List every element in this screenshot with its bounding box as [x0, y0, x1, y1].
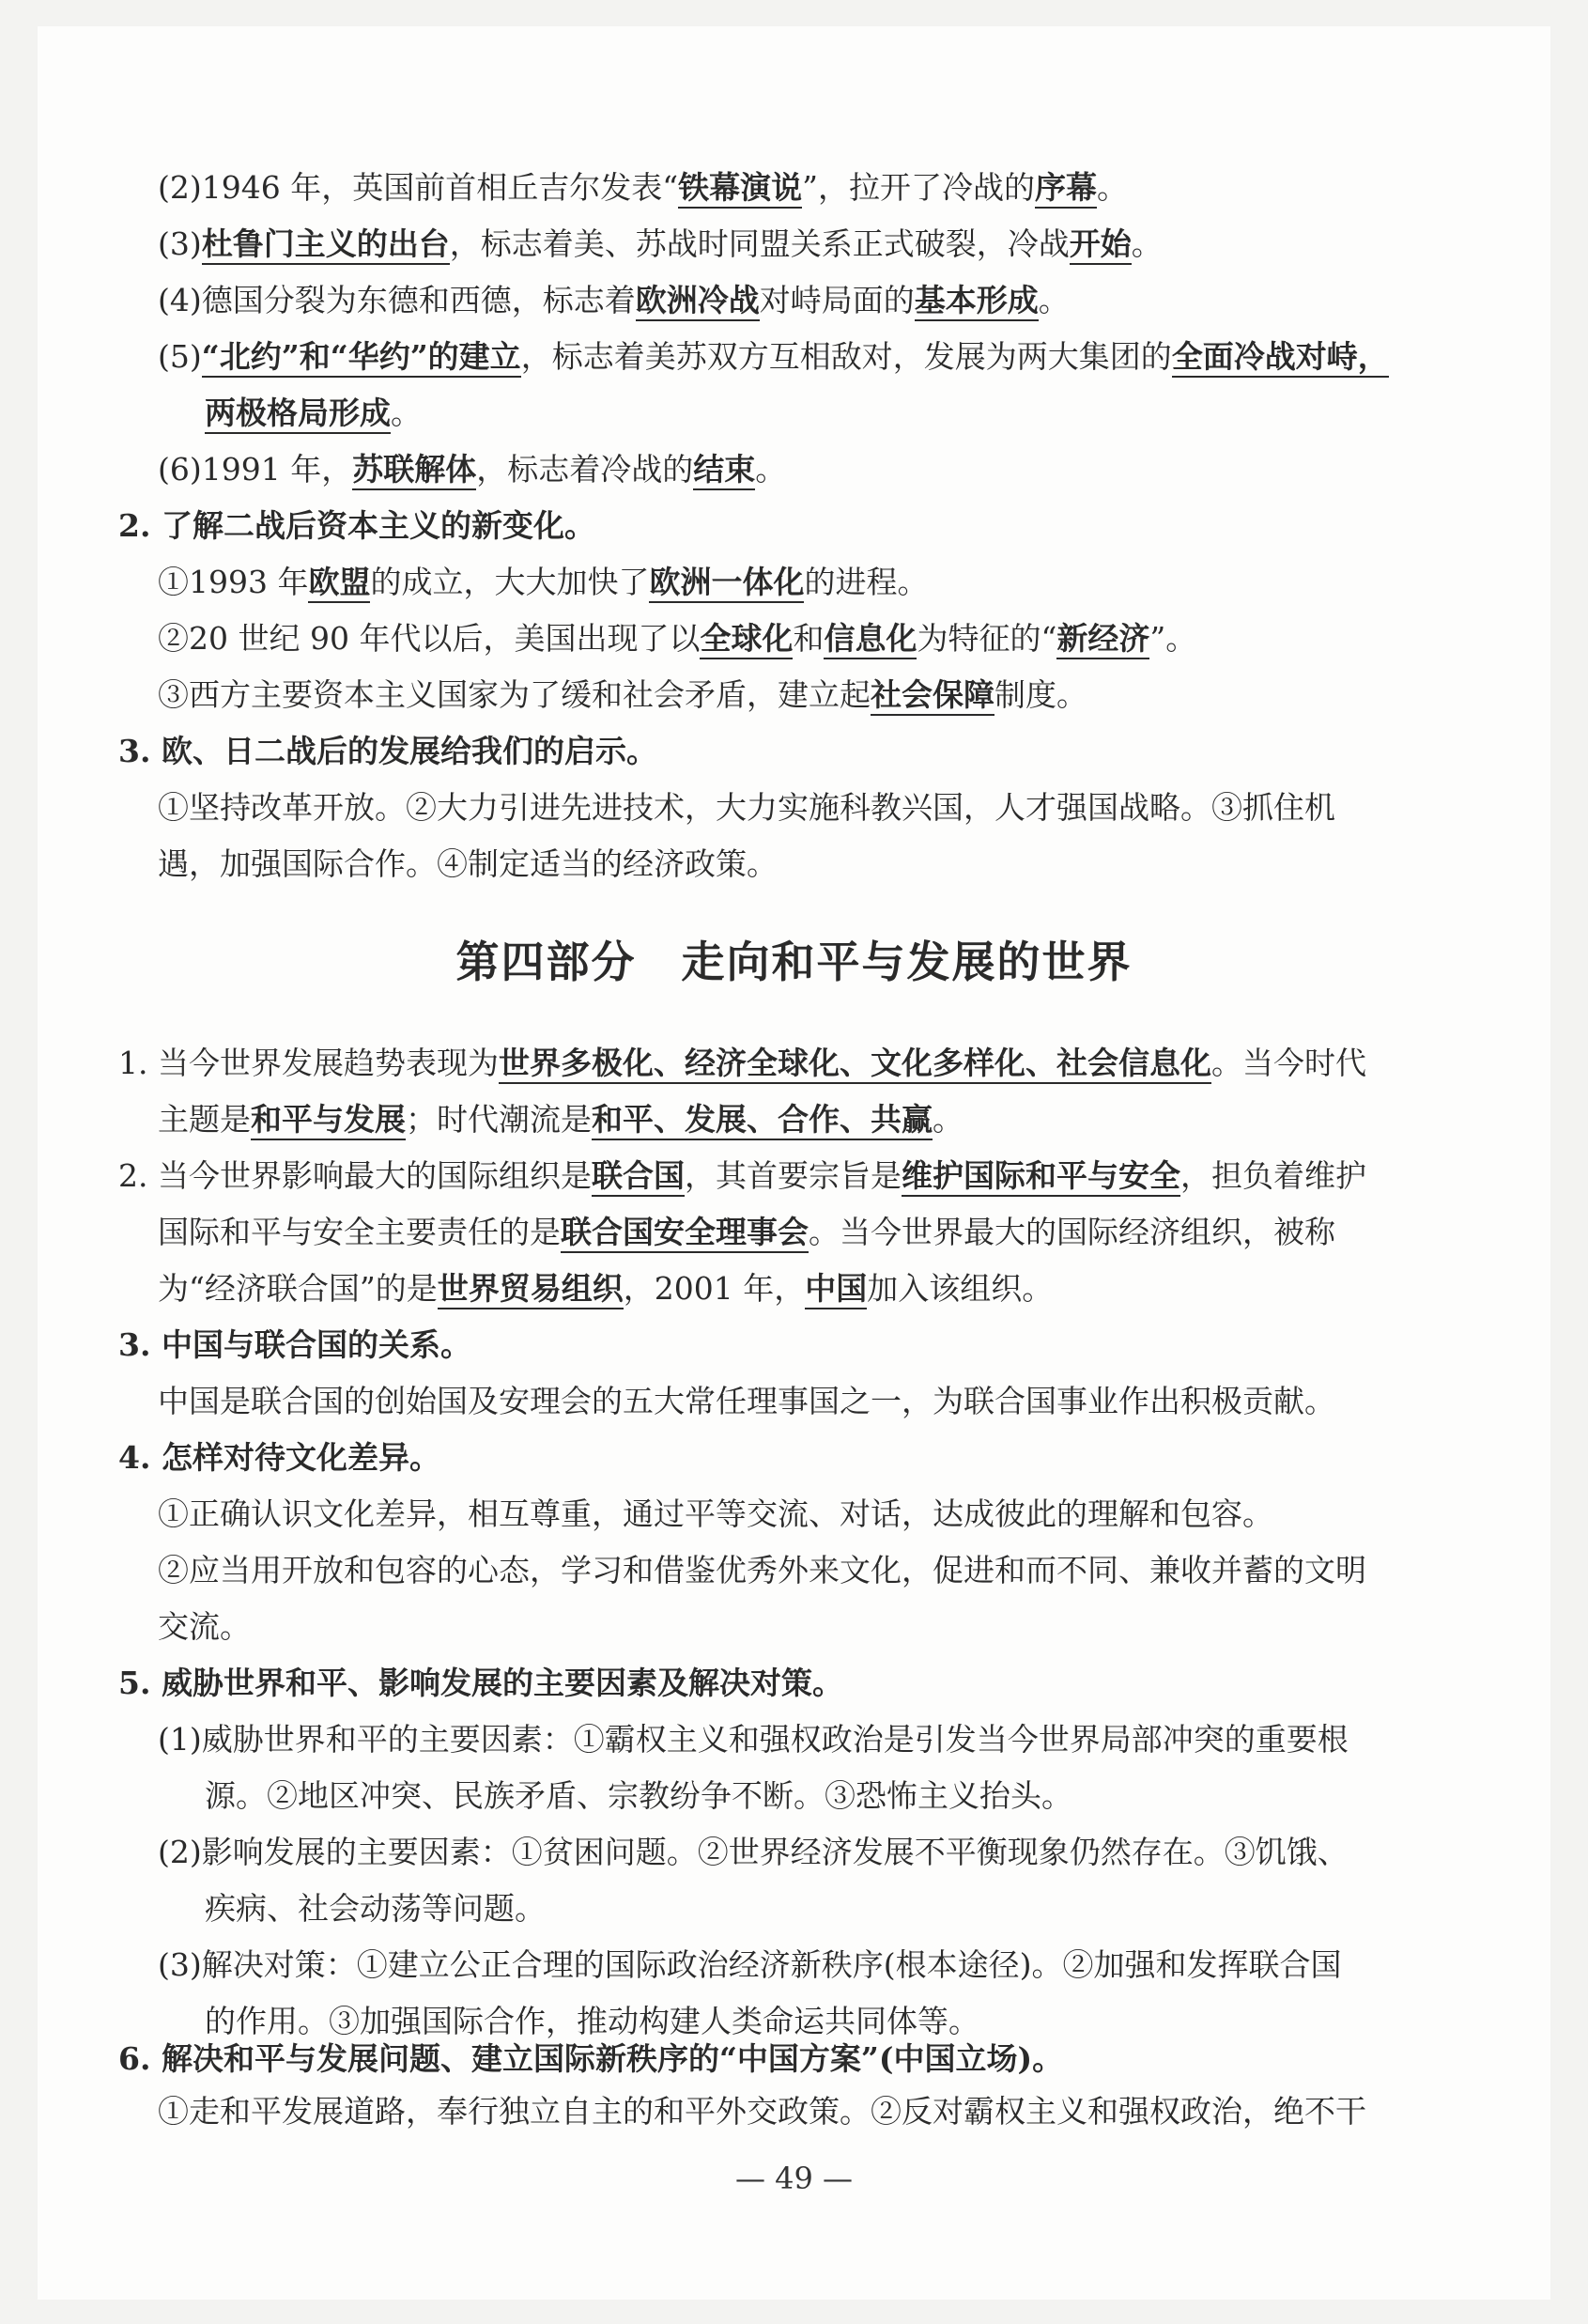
- text-run: (6)1991 年，: [158, 451, 353, 488]
- text-run: 。: [1038, 282, 1070, 318]
- text-line: [158, 1212, 1335, 1253]
- text-run: ②20 世纪 90 年代以后，美国出现了以: [158, 620, 701, 657]
- text-run: (1)威胁世界和平的主要因素：①霸权主义和强权政治是引发当今世界局部冲突的重要根: [158, 1721, 1349, 1758]
- question-heading: 4. 怎样对待文化差异。: [118, 1439, 440, 1476]
- text-run: ，标志着美、苏战时同盟关系正式破裂，冷战: [449, 225, 1070, 262]
- underlined-keyword: 信息化: [824, 620, 917, 659]
- text-run: 。: [933, 1101, 964, 1138]
- text-run: 。: [755, 451, 787, 488]
- text-run: (2)1946 年，英国前首相丘吉尔发表“: [158, 169, 679, 206]
- text-line: [118, 731, 657, 772]
- underlined-keyword: 联合国: [592, 1157, 685, 1197]
- underlined-keyword: 联合国安全理事会: [561, 1214, 809, 1253]
- text-run: 源。②地区冲突、民族矛盾、宗教纷争不断。③恐怖主义抬头。: [205, 1777, 1072, 1814]
- text-run: ②应当用开放和包容的心态，学习和借鉴优秀外来文化，促进和而不同、兼收并蓄的文明: [158, 1552, 1366, 1588]
- text-line: [158, 1719, 1349, 1760]
- underlined-keyword: 结束: [693, 451, 755, 490]
- text-line: [158, 1832, 1349, 1873]
- text-line: [158, 449, 786, 490]
- text-run: 。: [391, 395, 422, 431]
- underlined-keyword: 两极格局形成: [205, 395, 391, 434]
- underlined-keyword: 欧洲冷战: [636, 282, 760, 321]
- text-line: [158, 336, 1389, 378]
- text-run: 的进程。: [804, 564, 929, 600]
- text-run: (3)解决对策：①建立公正合理的国际政治经济新秩序(根本途径)。②加强和发挥联合国: [158, 1946, 1342, 1983]
- text-run: 对峙局面的: [759, 282, 915, 318]
- text-run: (2)影响发展的主要因素：①贫困问题。②世界经济发展不平衡现象仍然存在。③饥饿、: [158, 1834, 1349, 1870]
- text-line: [118, 1325, 471, 1366]
- text-line: [158, 844, 778, 885]
- underlined-keyword: 全面冷战对峙，: [1172, 338, 1389, 378]
- text-run: ，担负着维护: [1179, 1157, 1366, 1194]
- underlined-keyword: 维护国际和平与安全: [902, 1157, 1180, 1197]
- text-run: 2. 当今世界影响最大的国际组织是: [118, 1157, 592, 1194]
- text-run: ”。: [1149, 620, 1197, 657]
- text-run: 。当今世界最大的国际经济组织，被称: [809, 1214, 1335, 1250]
- text-run: 主题是: [158, 1101, 251, 1138]
- text-run: ，标志着美苏双方互相敌对，发展为两大集团的: [520, 338, 1172, 375]
- underlined-keyword: 欧盟: [308, 564, 370, 603]
- text-line: [158, 1550, 1366, 1591]
- text-line: [158, 2091, 1366, 2132]
- text-run: 。: [1096, 169, 1128, 206]
- text-line: [158, 674, 1087, 716]
- text-run: 国际和平与安全主要责任的是: [158, 1214, 561, 1250]
- text-line: [158, 167, 1128, 209]
- underlined-keyword: 和平、发展、合作、共赢: [592, 1101, 933, 1140]
- text-line: [158, 1381, 1335, 1422]
- text-line: [158, 280, 1070, 321]
- text-run: 为“经济联合国”的是: [158, 1270, 438, 1307]
- underlined-keyword: 中国: [805, 1270, 867, 1309]
- text-run: (5): [158, 338, 202, 375]
- question-heading: 3. 欧、日二战后的发展给我们的启示。: [118, 733, 657, 769]
- underlined-keyword: 杜鲁门主义的出台: [202, 225, 450, 265]
- text-run: (4)德国分裂为东德和西德，标志着: [158, 282, 636, 318]
- text-line: [158, 787, 1335, 829]
- text-run: ，其首要宗旨是: [684, 1157, 902, 1194]
- text-run: ”，拉开了冷战的: [802, 169, 1035, 206]
- text-line: [158, 562, 928, 603]
- underlined-keyword: 基本形成: [915, 282, 1039, 321]
- text-run: ，标志着冷战的: [476, 451, 694, 488]
- underlined-keyword: 序幕: [1035, 169, 1097, 209]
- text-line: [158, 1944, 1342, 1986]
- text-run: 遇，加强国际合作。④制定适当的经济政策。: [158, 845, 778, 882]
- text-line: [118, 1043, 1366, 1084]
- text-run: ①坚持改革开放。②大力引进先进技术，大力实施科教兴国，人才强国战略。③抓住机: [158, 789, 1335, 826]
- question-heading: 5. 威胁世界和平、影响发展的主要因素及解决对策。: [118, 1665, 843, 1701]
- text-run: 1. 当今世界发展趋势表现为: [118, 1045, 499, 1081]
- text-line: [205, 2001, 979, 2042]
- underlined-keyword: 欧洲一体化: [649, 564, 804, 603]
- section-title: 第四部分 走向和平与发展的世界: [455, 937, 1133, 987]
- text-run: ①正确认识文化差异，相互尊重，通过平等交流、对话，达成彼此的理解和包容。: [158, 1495, 1273, 1532]
- text-run: 和: [793, 620, 825, 657]
- underlined-keyword: 和平与发展: [251, 1101, 406, 1140]
- underlined-keyword: 新经济: [1056, 620, 1149, 659]
- text-line: [118, 2038, 1063, 2080]
- text-run: ①走和平发展道路，奉行独立自主的和平外交政策。②反对霸权主义和强权政治，绝不干: [158, 2093, 1366, 2130]
- text-run: 加入该组织。: [867, 1270, 1054, 1307]
- underlined-keyword: 铁幕演说: [678, 169, 802, 209]
- text-line: [158, 618, 1196, 659]
- text-run: 中国是联合国的创始国及安理会的五大常任理事国之一，为联合国事业作出积极贡献。: [158, 1383, 1335, 1419]
- text-line: [205, 1775, 1072, 1817]
- text-line: [118, 1155, 1366, 1197]
- text-run: 。: [1131, 225, 1163, 262]
- text-run: ①1993 年: [158, 564, 309, 600]
- text-run: ，2001 年，: [623, 1270, 806, 1307]
- underlined-keyword: 世界贸易组织: [438, 1270, 624, 1309]
- text-run: 疾病、社会动荡等问题。: [205, 1890, 546, 1927]
- text-line: [205, 1888, 546, 1929]
- text-run: 的作用。③加强国际合作，推动构建人类命运共同体等。: [205, 2003, 979, 2039]
- text-run: 的成立，大大加快了: [370, 564, 650, 600]
- underlined-keyword: “北约”和“华约”的建立: [202, 338, 521, 378]
- underlined-keyword: 世界多极化、经济全球化、文化多样化、社会信息化: [499, 1045, 1211, 1084]
- text-line: [118, 1663, 843, 1704]
- text-line: [205, 393, 422, 434]
- text-run: 。当今时代: [1210, 1045, 1366, 1081]
- underlined-keyword: 全球化: [700, 620, 793, 659]
- text-run: 制度。: [994, 676, 1087, 713]
- text-line: [158, 1099, 964, 1140]
- text-line: [158, 1606, 251, 1648]
- text-line: [158, 224, 1163, 265]
- text-line: [118, 1437, 440, 1479]
- text-line: [118, 505, 595, 547]
- text-run: ；时代潮流是: [406, 1101, 592, 1138]
- text-line: [158, 1268, 1053, 1309]
- page-number: — 49 —: [734, 2161, 854, 2196]
- text-run: 为特征的“: [917, 620, 1057, 657]
- question-heading: 2. 了解二战后资本主义的新变化。: [118, 507, 595, 544]
- question-heading: 6. 解决和平与发展问题、建立国际新秩序的“中国方案”(中国立场)。: [118, 2040, 1064, 2077]
- text-line: [158, 1494, 1273, 1535]
- underlined-keyword: 开始: [1070, 225, 1132, 265]
- question-heading: 3. 中国与联合国的关系。: [118, 1326, 471, 1363]
- text-run: 交流。: [158, 1608, 251, 1645]
- text-run: ③西方主要资本主义国家为了缓和社会矛盾，建立起: [158, 676, 871, 713]
- text-run: (3): [158, 225, 202, 262]
- underlined-keyword: 社会保障: [871, 676, 994, 716]
- underlined-keyword: 苏联解体: [352, 451, 476, 490]
